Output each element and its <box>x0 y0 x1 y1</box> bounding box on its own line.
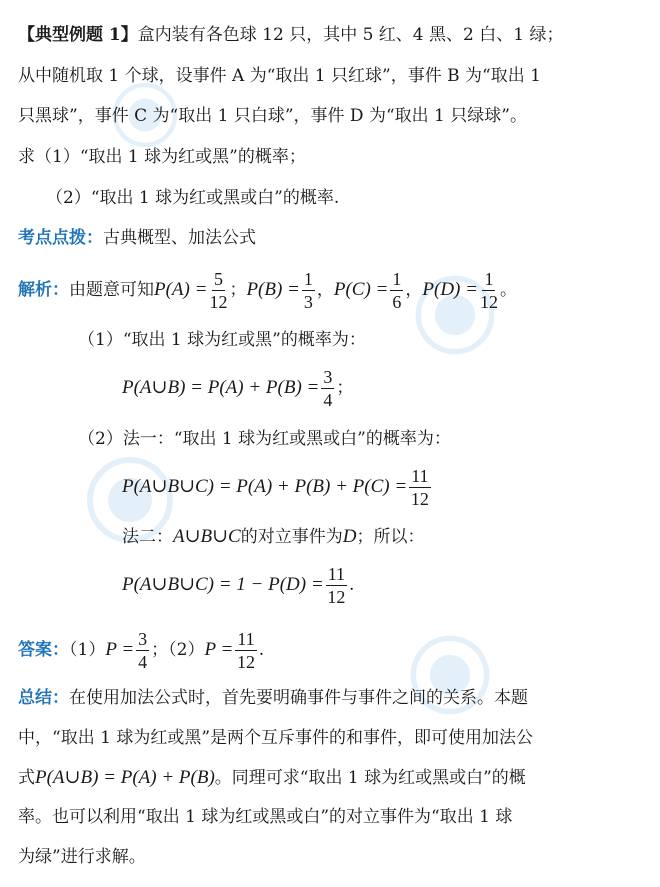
answer-p1-expr: P = <box>105 639 135 660</box>
period: . <box>258 640 265 660</box>
answer-p2-denominator: 12 <box>237 652 256 672</box>
problem-text-1: 盒内装有各色球 12 只，其中 5 红、4 黑、2 白、1 绿； <box>137 25 564 45</box>
summary-line-4: 率。也可以利用“取出 1 球为红或黑或白”的对立事件为“取出 1 球 <box>18 807 513 827</box>
pD-expr: P(D) = <box>422 279 478 300</box>
answer-p1-numerator: 3 <box>138 629 148 649</box>
answer-line <box>18 630 648 670</box>
part2-expr-2: P(A∪B∪C) = 1 − P(D) = <box>122 574 324 595</box>
summary-line3-prefix: 式 <box>18 768 35 788</box>
part1-expr: P(A∪B) = P(A) + P(B) = <box>122 377 320 398</box>
period: . <box>349 575 355 595</box>
part2-equation-2 <box>122 565 648 605</box>
part1-fraction <box>321 368 334 409</box>
method2-end: ；所以： <box>356 527 425 547</box>
summary-line-5: 为绿”进行求解。 <box>18 847 146 867</box>
separator: ， <box>316 280 334 300</box>
pD-fraction <box>480 270 498 311</box>
part2-denominator-2: 12 <box>327 587 346 607</box>
part2-numerator-2: 11 <box>327 564 346 584</box>
part2-numerator: 11 <box>411 466 429 486</box>
pB-fraction <box>302 270 315 311</box>
part2-fraction-2 <box>326 565 347 606</box>
summary-line3-suffix: 。同理可求“取出 1 球为红或黑或白”的概 <box>214 768 526 788</box>
part2-equation <box>122 467 648 507</box>
separator: ， <box>405 280 423 300</box>
keypoint-text: 古典概型、加法公式 <box>103 228 256 248</box>
problem-line-4: 求（1）“取出 1 球为红或黑”的概率； <box>18 147 306 167</box>
answer-p1-denominator: 4 <box>138 652 148 672</box>
pD-denominator: 12 <box>479 292 498 312</box>
part2-denominator: 12 <box>410 489 429 509</box>
part1-title: （1）“取出 1 球为红或黑”的概率为： <box>78 330 366 350</box>
method2-expr: A∪B∪C <box>173 526 241 547</box>
method2-line <box>122 522 648 552</box>
period: 。 <box>499 280 517 300</box>
part2-title: （2）法一：“取出 1 球为红或黑或白”的概率为： <box>78 429 451 449</box>
pD-numerator: 1 <box>484 269 494 289</box>
pA-fraction <box>209 270 227 311</box>
summary-line-3 <box>18 763 648 793</box>
pC-numerator: 1 <box>392 269 402 289</box>
pC-denominator: 6 <box>392 292 402 312</box>
separator: ； <box>336 378 354 398</box>
answer-label: 答案： <box>18 640 69 660</box>
method2-mid: 的对立事件为 <box>240 527 343 547</box>
part2-expr: P(A∪B∪C) = P(A) + P(B) + P(C) = <box>122 476 408 497</box>
pA-denominator: 12 <box>209 292 228 312</box>
summary-text-1: 在使用加法公式时，首先要明确事件与事件之间的关系。本题 <box>69 688 528 708</box>
answer-p2-fraction <box>235 630 256 671</box>
answer-p2-label: （2） <box>168 640 205 660</box>
pA-numerator: 5 <box>213 269 223 289</box>
summary-line-2: 中，“取出 1 球为红或黑”是两个互斥事件的和事件，即可使用加法公 <box>18 728 534 748</box>
pB-numerator: 1 <box>303 269 313 289</box>
separator: ； <box>229 280 247 300</box>
problem-line-5: （2）“取出 1 球为红或黑或白”的概率. <box>46 188 340 208</box>
pA-expr: P(A) = <box>154 279 208 300</box>
pC-fraction <box>390 270 403 311</box>
keypoint-line <box>18 223 648 253</box>
problem-line-1 <box>18 20 648 50</box>
problem-line-3: 只黑球”，事件 C 为“取出 1 只白球”，事件 D 为“取出 1 只绿球”。 <box>18 106 527 126</box>
summary-line-1 <box>18 683 648 713</box>
pC-expr: P(C) = <box>333 279 389 300</box>
separator: ； <box>151 640 169 660</box>
method2-prefix: 法二： <box>122 527 173 547</box>
problem-tag: 【典型例题 1】 <box>18 25 138 45</box>
summary-label: 总结： <box>18 688 69 708</box>
part1-denominator: 4 <box>323 390 333 410</box>
analysis-intro: 由题意可知 <box>69 280 154 300</box>
answer-p2-numerator: 11 <box>237 629 255 649</box>
part1-equation <box>122 368 648 408</box>
analysis-line <box>18 269 648 312</box>
pB-denominator: 3 <box>303 292 313 312</box>
pB-expr: P(B) = <box>246 279 300 300</box>
problem-line-2: 从中随机取 1 个球，设事件 A 为“取出 1 只红球”，事件 B 为“取出 1 <box>18 66 541 86</box>
method2-D: D <box>342 526 357 547</box>
answer-p1-fraction <box>136 630 149 671</box>
part1-numerator: 3 <box>323 367 333 387</box>
part2-fraction <box>409 467 430 508</box>
answer-p1-label: （1） <box>69 640 106 660</box>
keypoint-label: 考点点拨： <box>18 228 103 248</box>
answer-p2-expr: P = <box>204 639 234 660</box>
analysis-label: 解析： <box>18 280 69 300</box>
summary-formula: P(A∪B) = P(A) + P(B) <box>35 767 215 788</box>
